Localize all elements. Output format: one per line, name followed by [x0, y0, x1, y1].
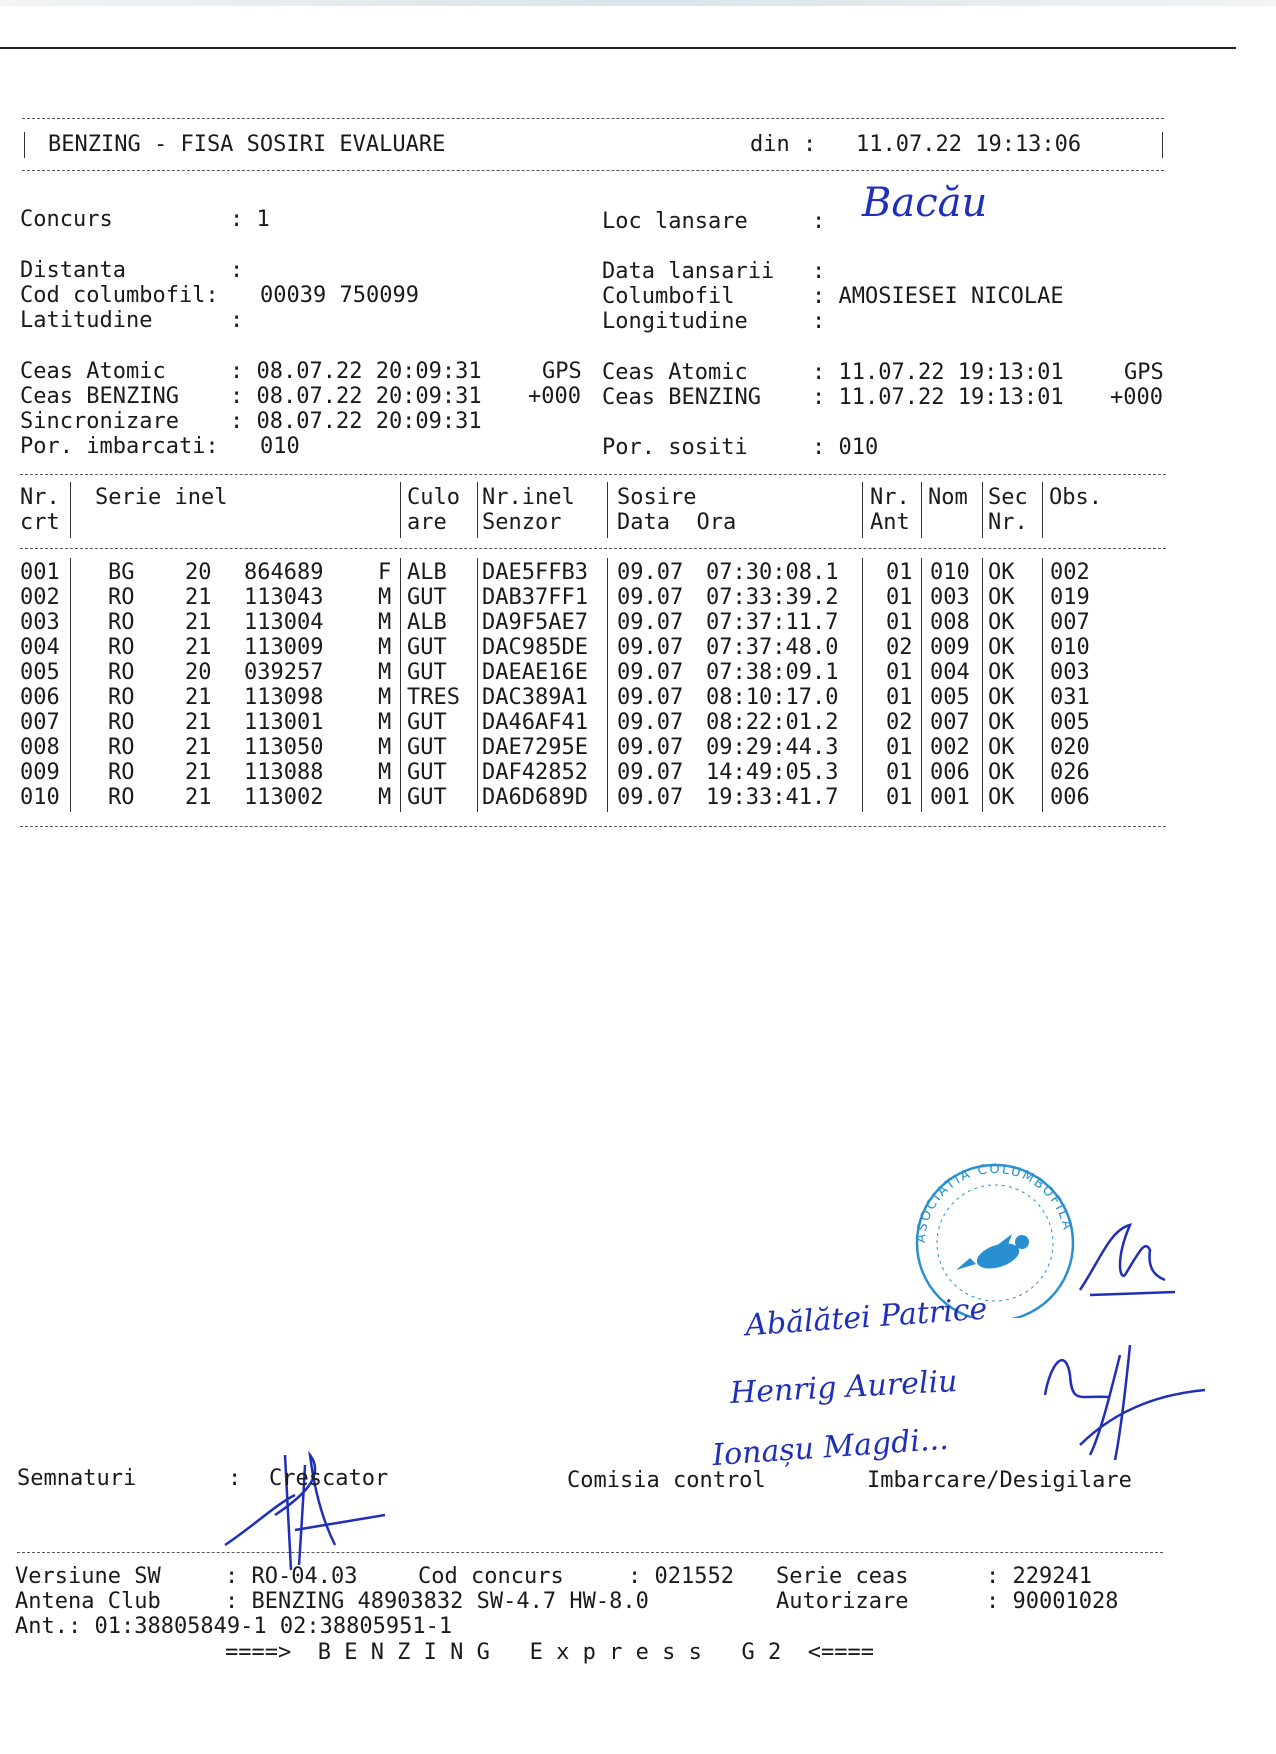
th-crt: crt [20, 510, 60, 535]
signature-scribble-crescator [215, 1435, 395, 1575]
cell-tara: RO [108, 685, 135, 710]
cell-obs: 003 [1050, 660, 1090, 685]
cell-nr: 006 [20, 685, 60, 710]
sincronizare-label: Sincronizare [20, 409, 179, 434]
ceas-benzing-left-value: : 08.07.22 20:09:31 [230, 384, 482, 409]
cell-ora: 07:33:39.2 [706, 585, 839, 610]
cell-obs: 026 [1050, 760, 1090, 785]
th-culoare-1: Culo [407, 485, 460, 510]
cell-an: 20 [185, 560, 212, 585]
signature-scribble-1 [1070, 1220, 1180, 1310]
loc-lansare-label: Loc lansare [602, 209, 748, 234]
cell-inel: 113001 [244, 710, 324, 735]
cell-inel: 113098 [244, 685, 324, 710]
autorizare-label: Autorizare [776, 1589, 909, 1614]
antena-label: Antena Club [15, 1589, 161, 1614]
cell-culoare: GUT [407, 760, 447, 785]
cell-sex: M [378, 710, 392, 735]
cell-ora: 07:30:08.1 [706, 560, 839, 585]
ceas-benzing-left-suffix: +000 [528, 384, 581, 409]
cell-sec: OK [988, 735, 1015, 760]
cell-data: 09.07 [617, 560, 684, 585]
cell-inel: 113002 [244, 785, 324, 810]
th-nr: Nr. [20, 485, 60, 510]
cell-data: 09.07 [617, 660, 684, 685]
th-serie-inel: Serie inel [95, 485, 228, 510]
cell-nr: 004 [20, 635, 60, 660]
sositi-label: Por. sositi [602, 435, 748, 460]
cell-nom: 010 [930, 560, 970, 585]
th-sosire-1: Sosire [617, 485, 697, 510]
cell-obs: 019 [1050, 585, 1090, 610]
imbarcati-label: Por. imbarcati: [20, 434, 219, 459]
cell-data: 09.07 [617, 785, 684, 810]
table-top-rule [20, 474, 1166, 475]
cod-concurs-value: : 021552 [628, 1564, 734, 1589]
cell-ant: 02 [886, 710, 913, 735]
association-stamp [900, 1158, 1090, 1318]
cell-inel: 113050 [244, 735, 324, 760]
signature-name-1: Abălătei Patrice [744, 1291, 989, 1344]
antena-value: : BENZING 48903832 SW-4.7 HW-8.0 [225, 1589, 649, 1614]
th-nrinel-1: Nr.inel [482, 485, 575, 510]
brand-line: ====> B E N Z I N G E x p r e s s G 2 <==== [225, 1640, 875, 1665]
cell-sex: M [378, 760, 392, 785]
cell-nom: 001 [930, 785, 970, 810]
col-sep [1042, 558, 1043, 812]
cell-obs: 002 [1050, 560, 1090, 585]
antenna-ids: Ant.: 01:38805849-1 02:38805951-1 [15, 1614, 453, 1639]
imbarcati-value: 010 [260, 434, 300, 459]
cell-nr: 002 [20, 585, 60, 610]
cell-sec: OK [988, 760, 1015, 785]
cod-columbofil-label: Cod columbofil: [20, 283, 219, 308]
cell-sec: OK [988, 560, 1015, 585]
cell-ora: 14:49:05.3 [706, 760, 839, 785]
cell-culoare: ALB [407, 610, 447, 635]
cell-sec: OK [988, 585, 1015, 610]
cell-ora: 07:37:48.0 [706, 635, 839, 660]
cell-culoare: ALB [407, 560, 447, 585]
signature-name-3: Ionașu Magdi... [711, 1421, 950, 1474]
col-sep [921, 482, 922, 538]
footer-rule [17, 1552, 1163, 1553]
cell-senzor: DA9F5AE7 [482, 610, 588, 635]
col-sep [607, 558, 608, 812]
cell-tara: RO [108, 660, 135, 685]
ceas-atomic-left-label: Ceas Atomic [20, 359, 166, 384]
col-sep [862, 482, 863, 538]
cell-nr: 001 [20, 560, 60, 585]
col-sep [70, 482, 71, 538]
col-sep [70, 558, 71, 812]
semnaturi-label: Semnaturi [17, 1466, 137, 1491]
cell-an: 21 [185, 710, 212, 735]
cell-nr: 010 [20, 785, 60, 810]
cell-ant: 01 [886, 760, 913, 785]
latitudine-value: : [230, 308, 244, 333]
cell-culoare: GUT [407, 735, 447, 760]
columbofil-value: : AMOSIESEI NICOLAE [812, 284, 1064, 309]
col-sep [1042, 482, 1043, 538]
ceas-atomic-right-value: : 11.07.22 19:13:01 [812, 360, 1064, 385]
cell-senzor: DA6D689D [482, 785, 588, 810]
cell-inel: 113004 [244, 610, 324, 635]
cell-nom: 006 [930, 760, 970, 785]
cell-sec: OK [988, 610, 1015, 635]
cod-concurs-label: Cod concurs [418, 1564, 564, 1589]
cell-an: 20 [185, 660, 212, 685]
cell-ant: 01 [886, 660, 913, 685]
latitudine-label: Latitudine [20, 308, 153, 333]
report-date: 11.07.22 19:13:06 [856, 132, 1082, 157]
cell-obs: 006 [1050, 785, 1090, 810]
cell-nr: 003 [20, 610, 60, 635]
cell-nom: 004 [930, 660, 970, 685]
cell-sex: M [378, 660, 392, 685]
ceas-atomic-left-value: : 08.07.22 20:09:31 [230, 359, 482, 384]
report-title: BENZING - FISA SOSIRI EVALUARE [48, 132, 446, 157]
cell-nr: 005 [20, 660, 60, 685]
col-sep [400, 482, 401, 538]
cell-ant: 01 [886, 685, 913, 710]
data-lansarii-label: Data lansarii [602, 259, 775, 284]
cell-nom: 002 [930, 735, 970, 760]
cell-nom: 005 [930, 685, 970, 710]
col-sep [607, 482, 608, 538]
cell-sex: M [378, 635, 392, 660]
header-box-top [22, 118, 1164, 119]
cell-data: 09.07 [617, 585, 684, 610]
cell-senzor: DAE5FFB3 [482, 560, 588, 585]
cell-ora: 08:10:17.0 [706, 685, 839, 710]
ceas-atomic-left-suffix: GPS [542, 359, 582, 384]
col-sep [477, 482, 478, 538]
cell-senzor: DAB37FF1 [482, 585, 588, 610]
cell-tara: RO [108, 710, 135, 735]
distanta-value: : [230, 258, 244, 283]
cell-obs: 020 [1050, 735, 1090, 760]
cell-culoare: GUT [407, 785, 447, 810]
cell-sex: F [378, 560, 392, 585]
cell-an: 21 [185, 735, 212, 760]
versiune-value: : RO-04.03 [225, 1564, 358, 1589]
th-nom: Nom [928, 485, 968, 510]
versiune-label: Versiune SW [15, 1564, 161, 1589]
loc-lansare-colon: : [812, 209, 826, 234]
cell-an: 21 [185, 585, 212, 610]
crescator-label: Crescator [269, 1466, 389, 1491]
cell-an: 21 [185, 685, 212, 710]
concurs-label: Concurs [20, 207, 113, 232]
cell-nr: 009 [20, 760, 60, 785]
col-sep [921, 558, 922, 812]
ceas-atomic-right-label: Ceas Atomic [602, 360, 748, 385]
th-ant-1: Nr. [870, 485, 910, 510]
header-box-bottom [22, 170, 1164, 171]
cell-ora: 19:33:41.7 [706, 785, 839, 810]
cell-inel: 113043 [244, 585, 324, 610]
signature-scribble-2 [1030, 1335, 1210, 1465]
ceas-benzing-left-label: Ceas BENZING [20, 384, 179, 409]
cell-ora: 07:37:11.7 [706, 610, 839, 635]
cell-sex: M [378, 610, 392, 635]
imbarcare-desigilare-label: Imbarcare/Desigilare [867, 1468, 1132, 1493]
col-sep [982, 482, 983, 538]
svg-text:ASOCIATIA COLUMBOFILA [914, 1162, 1075, 1243]
report-date-label: din : [750, 132, 817, 157]
cell-culoare: GUT [407, 635, 447, 660]
cell-an: 21 [185, 785, 212, 810]
cell-sex: M [378, 685, 392, 710]
loc-lansare-handwritten: Bacău [862, 180, 988, 226]
sositi-value: : 010 [812, 435, 879, 460]
cell-senzor: DAF42852 [482, 760, 588, 785]
th-nrinel-2: Senzor [482, 510, 562, 535]
cell-ant: 02 [886, 635, 913, 660]
cell-data: 09.07 [617, 760, 684, 785]
cell-sex: M [378, 735, 392, 760]
comisia-control-label: Comisia control [567, 1468, 766, 1493]
cell-inel: 864689 [244, 560, 324, 585]
cell-tara: RO [108, 785, 135, 810]
table-bottom-rule [20, 826, 1166, 827]
cell-sec: OK [988, 635, 1015, 660]
cell-tara: RO [108, 585, 135, 610]
header-box-left [24, 132, 25, 158]
cell-senzor: DA46AF41 [482, 710, 588, 735]
cell-tara: RO [108, 635, 135, 660]
ceas-atomic-right-suffix: GPS [1124, 360, 1164, 385]
cell-data: 09.07 [617, 635, 684, 660]
th-sec-2: Nr. [988, 510, 1028, 535]
cell-nr: 007 [20, 710, 60, 735]
cell-sec: OK [988, 785, 1015, 810]
cell-tara: RO [108, 610, 135, 635]
cell-ant: 01 [886, 610, 913, 635]
cell-sec: OK [988, 660, 1015, 685]
th-culoare-2: are [407, 510, 447, 535]
cell-an: 21 [185, 610, 212, 635]
cod-columbofil-value: 00039 750099 [260, 283, 419, 308]
th-sosire-2: Data Ora [617, 510, 737, 535]
cell-nom: 008 [930, 610, 970, 635]
col-sep [862, 558, 863, 812]
cell-an: 21 [185, 760, 212, 785]
th-obs: Obs. [1049, 485, 1102, 510]
cell-tara: RO [108, 760, 135, 785]
cell-nom: 007 [930, 710, 970, 735]
cell-nr: 008 [20, 735, 60, 760]
cell-sec: OK [988, 710, 1015, 735]
cell-inel: 113009 [244, 635, 324, 660]
cell-ant: 01 [886, 585, 913, 610]
cell-data: 09.07 [617, 735, 684, 760]
scan-top-edge [0, 0, 1276, 6]
col-sep [400, 558, 401, 812]
columbofil-label: Columbofil [602, 284, 735, 309]
stamp-text: ASOCIATIA COLUMBOFILA [913, 1161, 1076, 1244]
cell-data: 09.07 [617, 710, 684, 735]
cell-senzor: DAC985DE [482, 635, 588, 660]
autorizare-value: : 90001028 [986, 1589, 1119, 1614]
th-ant-2: Ant [870, 510, 910, 535]
concurs-value: : 1 [230, 207, 270, 232]
cell-senzor: DAE7295E [482, 735, 588, 760]
cell-obs: 010 [1050, 635, 1090, 660]
ceas-benzing-right-value: : 11.07.22 19:13:01 [812, 385, 1064, 410]
cell-sec: OK [988, 685, 1015, 710]
serie-ceas-value: : 229241 [986, 1564, 1092, 1589]
sincronizare-value: : 08.07.22 20:09:31 [230, 409, 482, 434]
cell-obs: 005 [1050, 710, 1090, 735]
cell-culoare: GUT [407, 710, 447, 735]
cell-data: 09.07 [617, 610, 684, 635]
cell-inel: 113088 [244, 760, 324, 785]
signature-name-2: Henrig Aureliu [729, 1364, 959, 1411]
header-box-right [1162, 132, 1163, 158]
cell-ant: 01 [886, 785, 913, 810]
cell-senzor: DAEAE16E [482, 660, 588, 685]
cell-obs: 031 [1050, 685, 1090, 710]
data-lansarii-value: : [812, 259, 826, 284]
cell-sex: M [378, 785, 392, 810]
ceas-benzing-right-suffix: +000 [1110, 385, 1163, 410]
cell-culoare: GUT [407, 585, 447, 610]
longitudine-label: Longitudine [602, 309, 748, 334]
semnaturi-colon: : [228, 1466, 242, 1491]
longitudine-value: : [812, 309, 826, 334]
cell-ora: 07:38:09.1 [706, 660, 839, 685]
cell-inel: 039257 [244, 660, 324, 685]
distanta-label: Distanta [20, 258, 126, 283]
pigeon-icon [956, 1234, 1029, 1273]
cell-senzor: DAC389A1 [482, 685, 588, 710]
cell-an: 21 [185, 635, 212, 660]
cell-nom: 003 [930, 585, 970, 610]
col-sep [477, 558, 478, 812]
cell-obs: 007 [1050, 610, 1090, 635]
cell-culoare: TRES [407, 685, 460, 710]
cell-culoare: GUT [407, 660, 447, 685]
cell-sex: M [378, 585, 392, 610]
cell-data: 09.07 [617, 685, 684, 710]
cell-ora: 09:29:44.3 [706, 735, 839, 760]
cell-ant: 01 [886, 735, 913, 760]
serie-ceas-label: Serie ceas [776, 1564, 909, 1589]
cell-tara: BG [108, 560, 135, 585]
ceas-benzing-right-label: Ceas BENZING [602, 385, 761, 410]
th-sec-1: Sec [988, 485, 1028, 510]
cell-ora: 08:22:01.2 [706, 710, 839, 735]
col-sep [982, 558, 983, 812]
top-rule [0, 47, 1236, 49]
table-header-rule [20, 548, 1166, 549]
cell-nom: 009 [930, 635, 970, 660]
cell-tara: RO [108, 735, 135, 760]
cell-ant: 01 [886, 560, 913, 585]
